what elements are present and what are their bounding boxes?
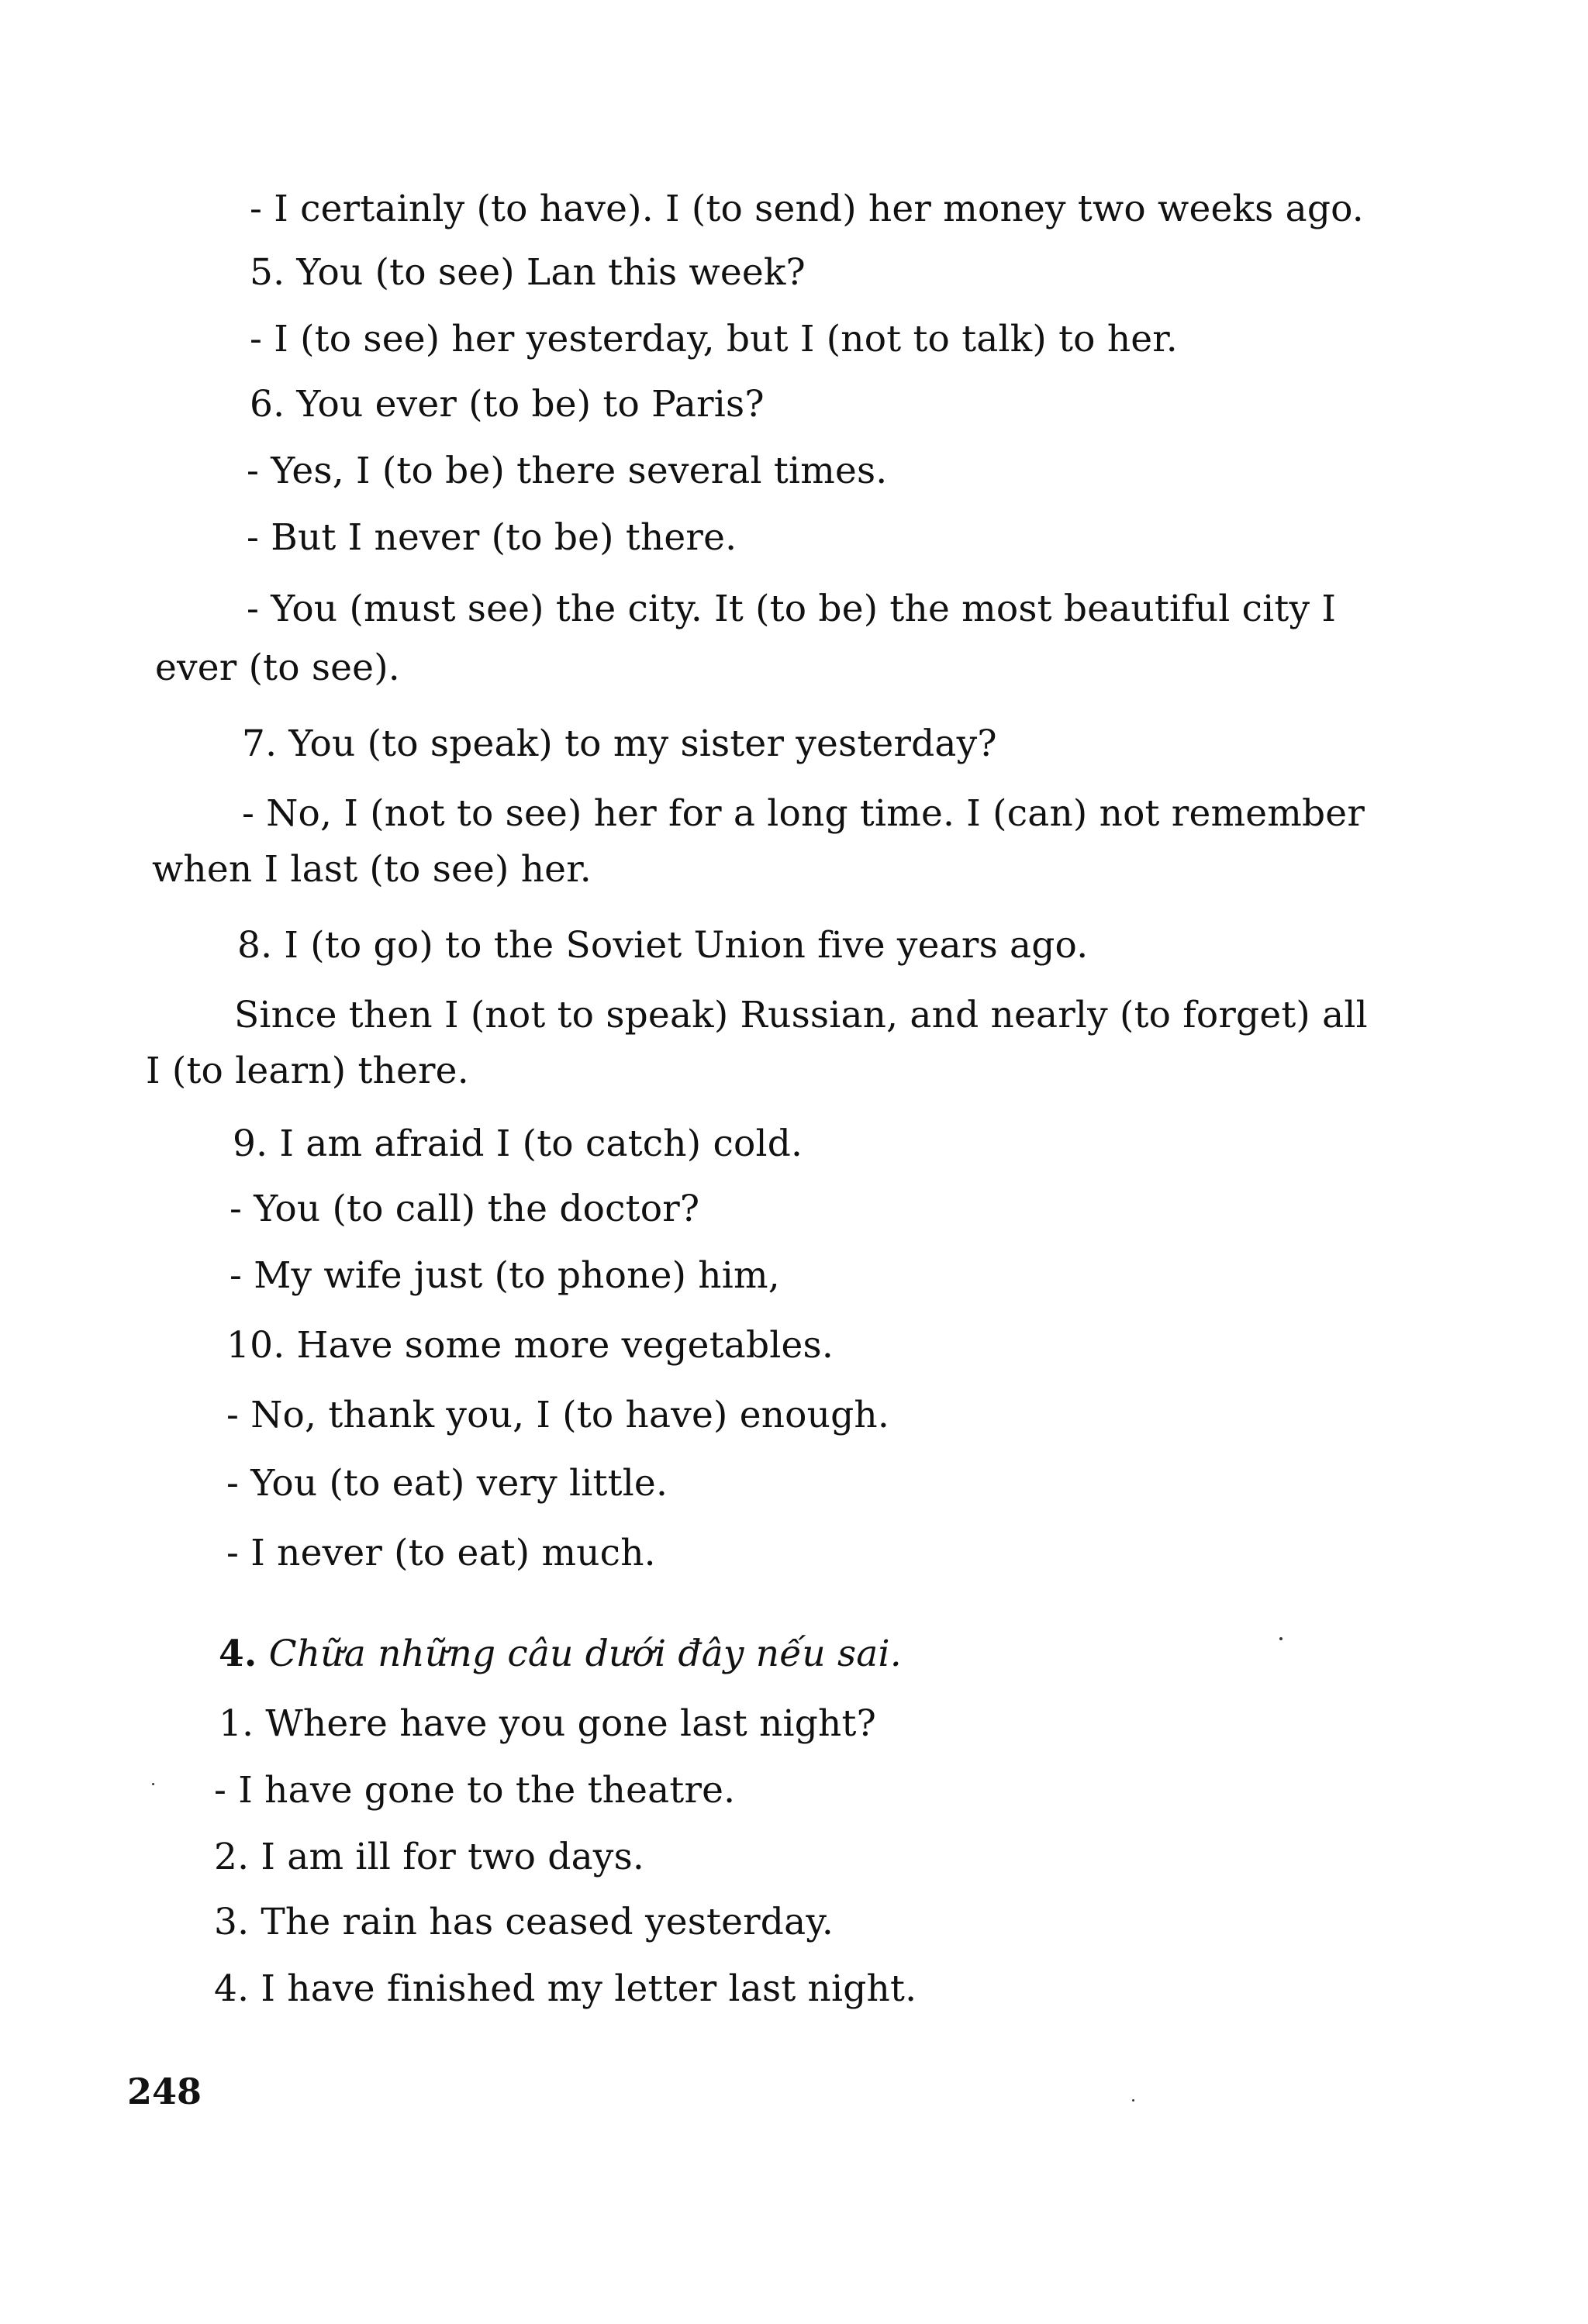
correction-item: 2. I am ill for two days. bbox=[214, 1836, 645, 1878]
page-number: 248 bbox=[127, 2071, 202, 2112]
exercise-line: - I never (to eat) much. bbox=[226, 1532, 656, 1574]
correction-item: - I have gone to the theatre. bbox=[214, 1769, 736, 1812]
exercise-line: when I last (to see) her. bbox=[152, 848, 592, 891]
exercise-line: - I (to see) her yesterday, but I (not to talk) to her. bbox=[250, 318, 1178, 360]
scan-speck bbox=[1279, 1637, 1282, 1640]
exercise-line: - You (must see) the city. It (to be) the most beautiful city I bbox=[247, 588, 1337, 630]
exercise-line: - Yes, I (to be) there several times. bbox=[247, 450, 888, 492]
exercise-line: - You (to call) the doctor? bbox=[230, 1188, 700, 1230]
correction-item: 4. I have finished my letter last night. bbox=[214, 1967, 917, 2010]
exercise-line: - No, thank you, I (to have) enough. bbox=[226, 1394, 890, 1436]
exercise-line: ever (to see). bbox=[155, 647, 400, 689]
exercise-line: 8. I (to go) to the Soviet Union five years ago. bbox=[237, 924, 1089, 967]
exercise-line: - No, I (not to see) her for a long time. I (can) not remember bbox=[242, 792, 1365, 835]
exercise-line: 7. You (to speak) to my sister yesterday? bbox=[242, 722, 997, 765]
scan-speck bbox=[152, 1783, 154, 1785]
exercise-line: - You (to eat) very little. bbox=[226, 1462, 668, 1505]
correction-item: 3. The rain has ceased yesterday. bbox=[214, 1901, 834, 1943]
section-number: 4. bbox=[219, 1633, 257, 1675]
exercise-line: - My wife just (to phone) him, bbox=[230, 1254, 780, 1297]
exercise-line: 9. I am afraid I (to catch) cold. bbox=[233, 1122, 803, 1165]
exercise-line: - But I never (to be) there. bbox=[247, 516, 737, 559]
exercise-line: 5. You (to see) Lan this week? bbox=[250, 251, 806, 294]
correction-item: 1. Where have you gone last night? bbox=[219, 1702, 877, 1745]
section-title: Chữa những câu dưới đây nếu sai. bbox=[268, 1633, 902, 1675]
exercise-line: - I certainly (to have). I (to send) her money two weeks ago. bbox=[250, 188, 1364, 230]
exercise-line: I (to learn) there. bbox=[146, 1050, 469, 1092]
scan-speck bbox=[1132, 2099, 1134, 2102]
exercise-line: 6. You ever (to be) to Paris? bbox=[250, 383, 765, 426]
exercise-line: Since then I (not to speak) Russian, and nearly (to forget) all bbox=[234, 994, 1368, 1036]
section-heading bbox=[219, 1631, 902, 1677]
exercise-line: 10. Have some more vegetables. bbox=[226, 1324, 834, 1367]
